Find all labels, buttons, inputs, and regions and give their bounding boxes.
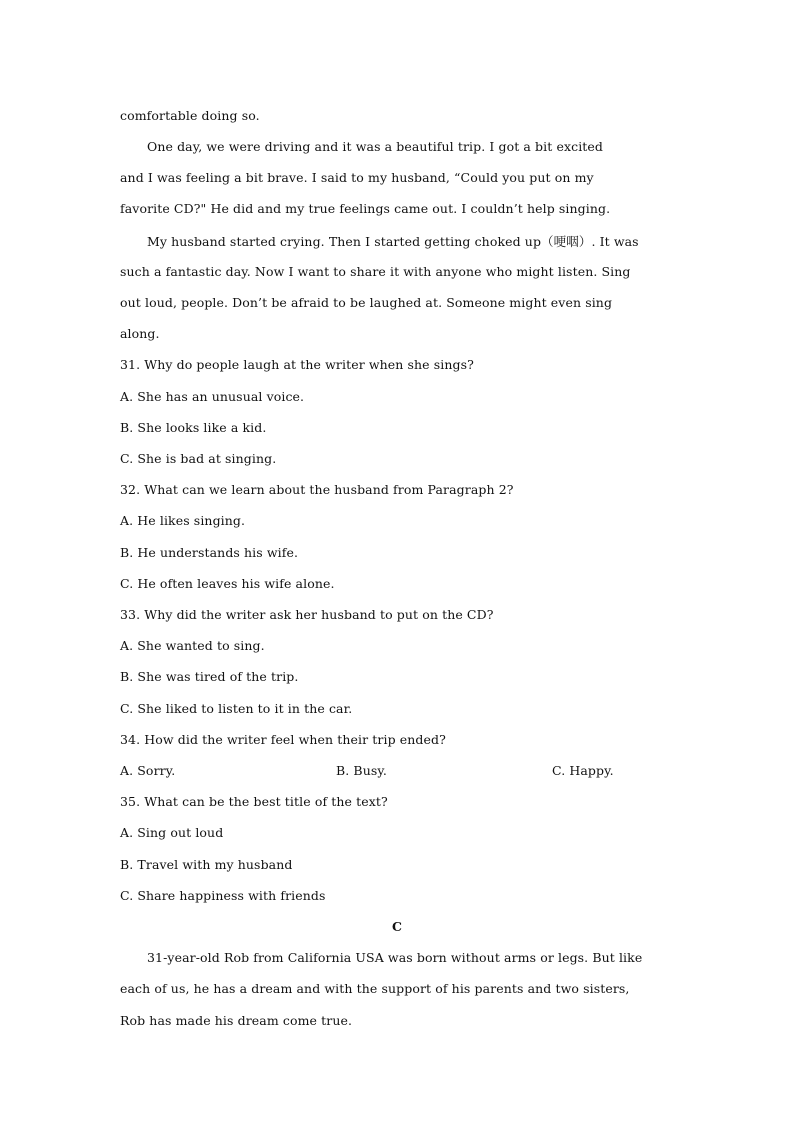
passage-line: comfortable doing so. bbox=[120, 108, 260, 123]
passage-line: each of us, he has a dream and with the support of his parents and two sisters, bbox=[120, 981, 630, 996]
question-stem: 31. Why do people laugh at the writer when she sings? bbox=[120, 357, 474, 372]
answer-option: B. Busy. bbox=[336, 763, 387, 778]
answer-option: A. He likes singing. bbox=[120, 513, 246, 528]
answer-option: A. She has an unusual voice. bbox=[120, 389, 305, 404]
answer-option: C. He often leaves his wife alone. bbox=[120, 576, 335, 591]
answer-option: C. Happy. bbox=[552, 763, 614, 778]
passage-line: Rob has made his dream come true. bbox=[120, 1013, 353, 1028]
passage-line: My husband started crying. Then I started getting choked up（哽咽）. It was bbox=[147, 234, 639, 249]
answer-option: C. She liked to listen to it in the car. bbox=[120, 701, 353, 716]
question-stem: 32. What can we learn about the husband from Paragraph 2? bbox=[120, 482, 514, 497]
question-stem: 33. Why did the writer ask her husband to put on the CD? bbox=[120, 607, 494, 622]
section-heading: C bbox=[391, 919, 403, 934]
answer-option: A. Sorry. bbox=[120, 763, 176, 778]
answer-option: A. Sing out loud bbox=[120, 825, 224, 840]
passage-line: such a fantastic day. Now I want to share it with anyone who might listen. Sing bbox=[120, 264, 631, 279]
passage-line: along. bbox=[120, 326, 160, 341]
answer-option: A. She wanted to sing. bbox=[120, 638, 265, 653]
passage-line: One day, we were driving and it was a beautiful trip. I got a bit excited bbox=[147, 139, 604, 154]
question-stem: 35. What can be the best title of the text? bbox=[120, 794, 388, 809]
answer-option: B. He understands his wife. bbox=[120, 545, 299, 560]
passage-line: out loud, people. Don’t be afraid to be laughed at. Someone might even sing bbox=[120, 295, 613, 310]
answer-option: C. She is bad at singing. bbox=[120, 451, 277, 466]
passage-line: favorite CD?" He did and my true feelings came out. I couldn’t help singing. bbox=[120, 201, 611, 216]
answer-option: B. She looks like a kid. bbox=[120, 420, 267, 435]
answer-option: C. Share happiness with friends bbox=[120, 888, 326, 903]
answer-option: B. Travel with my husband bbox=[120, 857, 293, 872]
question-stem: 34. How did the writer feel when their trip ended? bbox=[120, 732, 446, 747]
passage-line: and I was feeling a bit brave. I said to my husband, “Could you put on my bbox=[120, 170, 594, 185]
answer-option: B. She was tired of the trip. bbox=[120, 669, 299, 684]
passage-line: 31-year-old Rob from California USA was born without arms or legs. But like bbox=[147, 950, 643, 965]
